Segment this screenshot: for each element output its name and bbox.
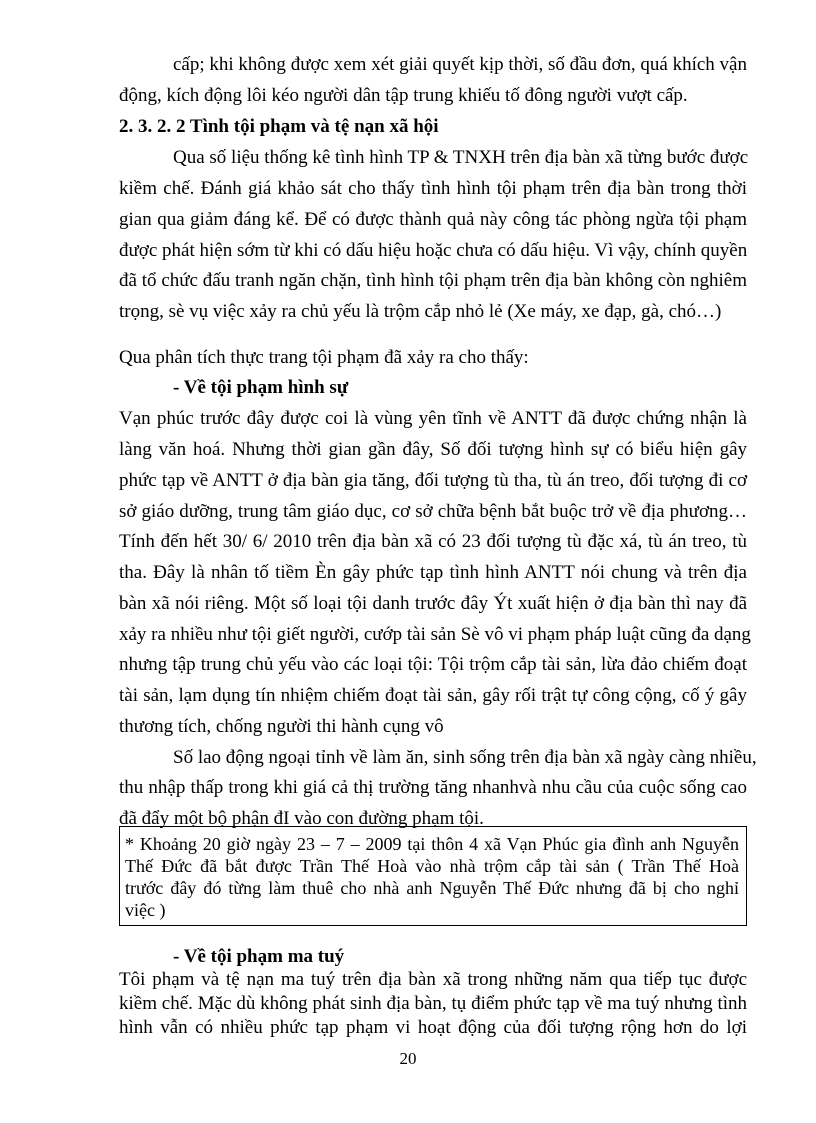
subsection-heading: - Về tội phạm ma tuý: [173, 946, 345, 967]
paragraph-line: Qua số liệu thống kê tình hình TP & TNXH trên địa bàn xã từng bước được: [173, 147, 749, 168]
paragraph-line: phức tạp về ANTT ở địa bàn gia tăng, đối tượng tù tha, tù án treo, đối tượng đi cơ: [119, 470, 747, 491]
note-line: việc ): [125, 900, 166, 920]
paragraph-line: Số lao động ngoại tỉnh về làm ăn, sinh sống trên địa bàn xã ngày càng nhiều,: [173, 747, 757, 768]
paragraph-line: bàn xã nói riêng. Một số loại tội danh trước đây Ýt xuất hiện ở địa bàn thì nay đã: [119, 593, 747, 614]
note-line: Thế Đức đã bắt được Trần Thế Hoà vào nhà trộm cắp tài sản ( Trần Thế Hoà: [125, 856, 739, 876]
paragraph-line: đã đẩy một bộ phận đI vào con đường phạm tội.: [119, 808, 484, 829]
paragraph-line: gian qua giảm đáng kể. Để có được thành quả này công tác phòng ngừa tội phạm: [119, 209, 747, 230]
paragraph-line: đã tổ chức đấu tranh ngăn chặn, tình hình tội phạm trên địa bàn không còn nghiêm: [119, 270, 747, 291]
paragraph-line: tài sản, lạm dụng tín nhiệm chiếm đoạt tài sản, gây rối trật tự công cộng, cố ý gây: [119, 685, 747, 706]
paragraph-line: kiềm chế. Mặc dù không phát sinh địa bàn, tụ điểm phức tạp về ma tuý nhưng tình: [119, 993, 747, 1014]
paragraph-line: được phát hiện sớm từ khi có dấu hiệu hoặc chưa có dấu hiệu. Vì vậy, chính quyền: [119, 240, 748, 261]
subsection-heading: - Về tội phạm hình sự: [173, 377, 349, 398]
note-line: trước đây đó từng làm thuê cho nhà anh Nguyễn Thế Đức nhưng đã bị cho nghỉ: [125, 878, 739, 898]
section-heading: 2. 3. 2. 2 Tình tội phạm và tệ nạn xã hội: [119, 116, 439, 137]
paragraph-line: động, kích động lôi kéo người dân tập trung khiếu tố đông người vượt cấp.: [119, 85, 688, 106]
note-line: * Khoảng 20 giờ ngày 23 – 7 – 2009 tại thôn 4 xã Vạn Phúc gia đình anh Nguyễn: [125, 834, 739, 854]
paragraph-line: làng văn hoá. Nhưng thời gian gần đây, Số đối tượng hình sự có biểu hiện gây: [119, 439, 747, 460]
paragraph-line: thu nhập thấp trong khi giá cả thị trường tăng nhanhvà nhu cầu của cuộc sống cao: [119, 777, 747, 798]
paragraph-line: hình vẫn có nhiều phức tạp phạm vi hoạt động của đối tượng rộng hơn do lợi: [119, 1017, 747, 1038]
paragraph-line: cấp; khi không được xem xét giải quyết kịp thời, số đầu đơn, quá khích vận: [173, 54, 747, 75]
paragraph-line: tha. Đây là nhân tố tiềm Èn gây phức tạp tình hình ANTT nói chung và trên địa: [119, 562, 747, 583]
paragraph-line: Tính đến hết 30/ 6/ 2010 trên địa bàn xã có 23 đối tượng tù đặc xá, tù án treo, tù: [119, 531, 747, 552]
page-number: 20: [399, 1049, 417, 1068]
paragraph-line: nhưng tập trung chủ yếu vào các loại tội: Tội trộm cắp tài sản, lừa đảo chiếm đoạt: [119, 654, 747, 675]
paragraph-line: trọng, sè vụ việc xảy ra chủ yếu là trộm cắp nhỏ lẻ (Xe máy, xe đạp, gà, chó…): [119, 301, 722, 322]
paragraph-line: kiềm chế. Đánh giá khảo sát cho thấy tình hình tội phạm trên địa bàn trong thời: [119, 178, 747, 199]
paragraph-line: Tôi phạm và tệ nạn ma tuý trên địa bàn xã trong những năm qua tiếp tục được: [119, 969, 747, 990]
paragraph-line: Qua phân tích thực trang tội phạm đã xảy ra cho thấy:: [119, 347, 529, 368]
paragraph-line: Vạn phúc trước đây được coi là vùng yên tĩnh về ANTT đã được chứng nhận là: [119, 408, 747, 429]
paragraph-line: xảy ra nhiều như tội giết người, cướp tài sản Sè vô vi phạm pháp luật cũng đa dạng: [119, 624, 751, 645]
paragraph-line: thương tích, chống người thi hành cụng vô: [119, 716, 444, 737]
paragraph-line: sở giáo dưỡng, trung tâm giáo dục, cơ sở chữa bệnh bắt buộc trở về địa phương…: [119, 501, 747, 522]
